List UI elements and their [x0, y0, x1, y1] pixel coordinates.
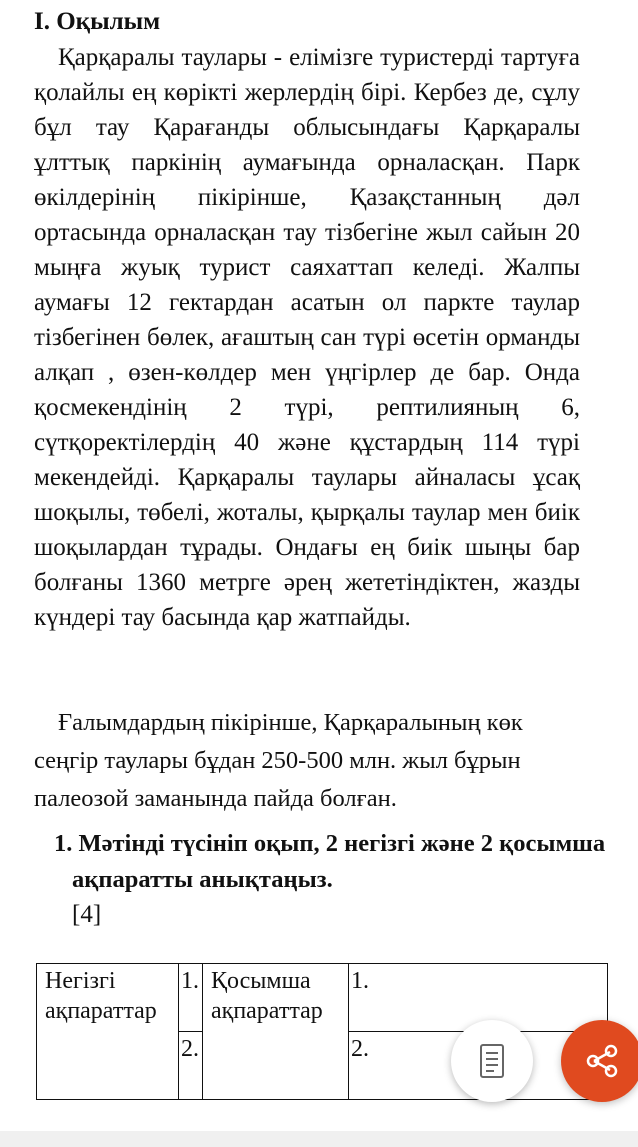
main-info-row-1-number: 1. — [179, 964, 203, 1032]
task-question: 1. Мәтінді түсініп оқып, 2 негізгі және 2 қосымша ақпаратты анықтаңыз. — [54, 830, 606, 893]
document-icon — [477, 1043, 507, 1079]
document-view-button[interactable] — [451, 1020, 533, 1102]
section-title: I. Оқылым — [34, 8, 161, 35]
bottom-bar — [0, 1131, 638, 1147]
paragraph-2: Ғалымдардың пікірінше, Қарқаралының көк сеңгір таулары бұдан 250-500 млн. жыл бұрын палеозой заманында пайда болған. — [34, 709, 523, 812]
main-info-label: Негізгі ақпараттар — [37, 964, 179, 1100]
extra-info-label: Қосымша ақпараттар — [203, 964, 349, 1100]
extra-info-row-1-cell: 1. — [349, 964, 608, 1032]
task-score: [4] — [72, 901, 102, 928]
paragraph-1: Қарқаралы таулары - елімізге туристерді тартуға қолайлы ең көрікті жерлердің бірі. Кербез де, сұлу бұл тау Қарағанды облысындағы Қарқаралы ұлттық паркінің аумағында орналасқан. Парк өкілдерінің пікірінше, Қазақстанның дәл ортасында орналасқан тау тізбегіне жыл сайын 20 мыңға жуық турист саяхаттап келеді. Жалпы аумағы 12 гектардан асатын ол паркте таулар тізбегінен бөлек, ағаштың сан түрі өсетін орманды алқап , өзен-көлдер мен үңгірлер де бар. Онда қосмекендінің 2 түрі, рептилияның 6, сүтқоректілердің 40 және құстардың 114 түрі мекендейді. Қарқаралы таулары айналасы ұсақ шоқылы, төбелі, жоталы, қырқалы таулар мен биік шоқылардан тұрады. Ондағы ең биік шыңы бар болғаны 1360 метрге әрең жететіндіктен, жазды күндері тау басында қар жатпайды. — [34, 44, 580, 631]
share-button[interactable] — [561, 1020, 638, 1102]
extra-info-row-2-cell: 2. — [349, 1032, 608, 1100]
main-info-row-2-number: 2. — [179, 1032, 203, 1100]
share-icon — [582, 1041, 622, 1081]
